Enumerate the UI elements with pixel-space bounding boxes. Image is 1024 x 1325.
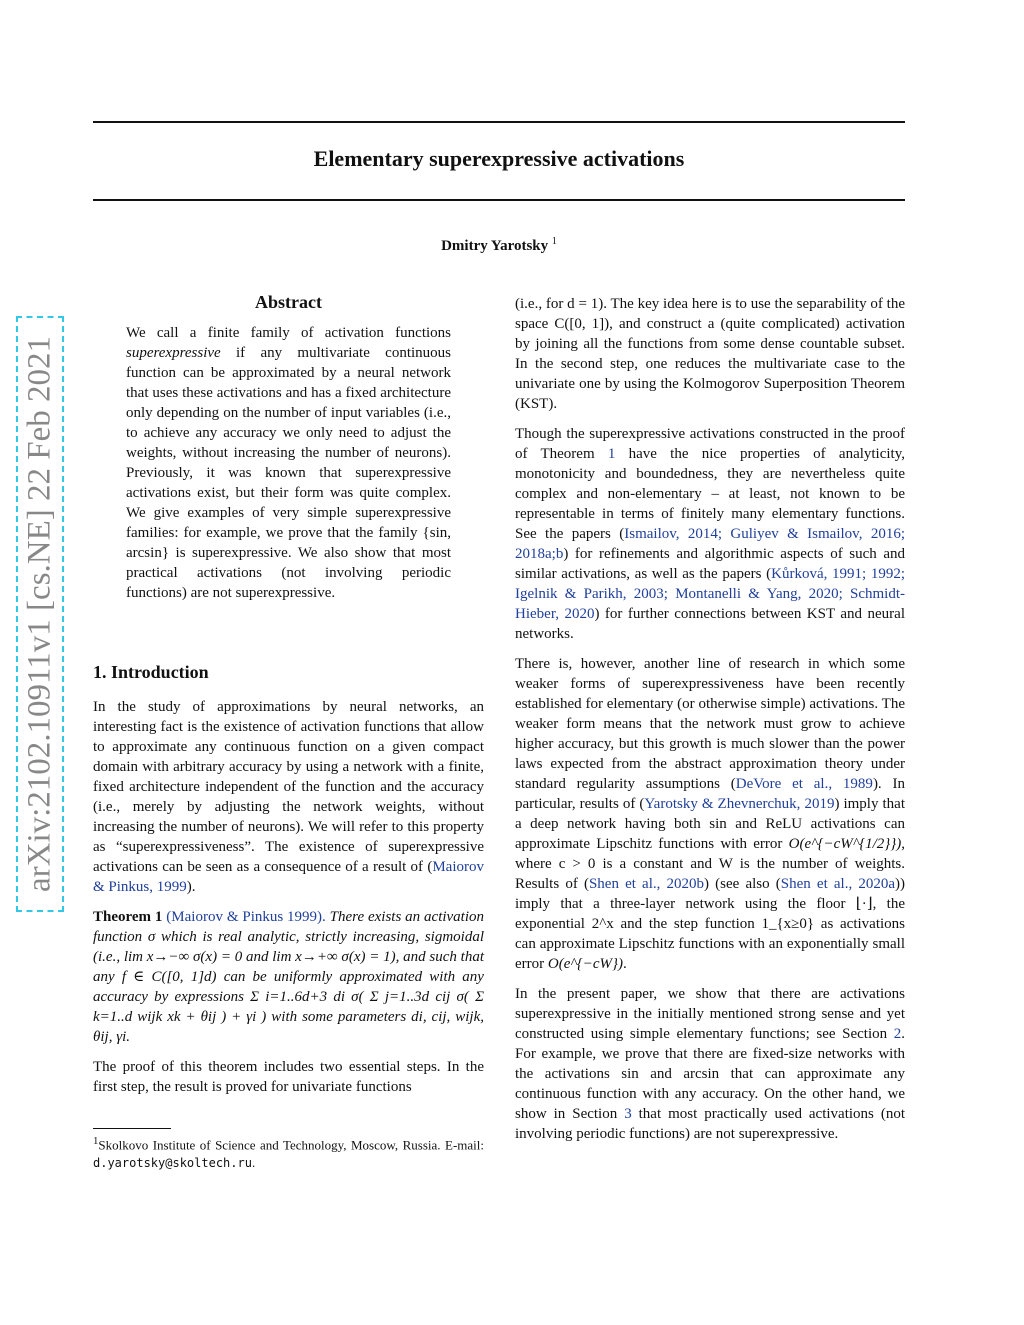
theorem-citation-link[interactable]: (Maiorov & Pinkus 1999).: [166, 909, 326, 925]
right-paragraph-3: [515, 654, 905, 974]
paragraph-text: . For example, we prove that there are fixed-size networks with the activations sin and arcsin that can approximate any continuous function with any accuracy. On the other hand, we show in Section: [515, 1026, 905, 1122]
theorem-text: and: [242, 949, 273, 965]
citation-link[interactable]: Shen et al., 2020b: [588, 876, 705, 892]
error-bound-math: O(e^{−cW^{1/2}}): [788, 836, 902, 852]
theorem-ref-link[interactable]: 1: [607, 446, 616, 462]
error-bound-math: O(e^{−cW}): [547, 956, 623, 972]
paragraph-text: Though the superexpressive activations constructed in the proof of Theorem: [515, 426, 905, 462]
right-paragraph-2: [515, 424, 905, 644]
paragraph-text: that most practically used activations (not involving periodic functions) are not superexpressive.: [515, 1106, 905, 1142]
top-rule: [93, 121, 905, 123]
right-paragraph-1: (i.e., for d = 1). The key idea here is to use the separability of the space C([0, 1]), and construct a (quite complicated) activation by joining all the functions from some dense countable subset. In the second step, one reduces the multivariate case to the univariate one by using the Kolmogorov Superposition Theorem (KST).: [515, 296, 905, 412]
footnote: [93, 1132, 484, 1172]
theorem-math: lim x→+∞ σ(x) = 1: [272, 949, 391, 965]
abstract-body: [126, 323, 451, 603]
paragraph-text: .: [623, 956, 627, 972]
paper-title: Elementary superexpressive activations: [313, 146, 685, 171]
intro-paragraph-1: [93, 697, 484, 897]
right-paragraph-4: [515, 984, 905, 1144]
email-address[interactable]: d.yarotsky@skoltech.ru: [93, 1156, 252, 1171]
footnote-rule: [93, 1128, 171, 1129]
paragraph-text: , where c > 0 is a constant and W is the number of weights. Results of (: [515, 836, 905, 892]
paragraph-text: have the nice properties of analyticity, monotonicity and boundedness, they are nevertheless quite complex and non-elementary – at least, not known to be representable in terms of finitely many elementary functions. See the papers (: [515, 446, 905, 542]
footnote-text: Skolkovo Institute of Science and Technology, Moscow, Russia. E-mail:: [98, 1137, 484, 1153]
intro-paragraph-2: The proof of this theorem includes two essential steps. In the first step, the result is proved for univariate functions: [93, 1059, 484, 1095]
abstract-math: {sin, arcsin}: [126, 525, 451, 561]
intro-heading: 1. Introduction: [93, 662, 209, 682]
theorem-math: f ∈ C([0, 1]d): [121, 969, 217, 985]
citation-link[interactable]: DeVore et al., 1989: [735, 776, 873, 792]
intro-left-column: [93, 697, 484, 1107]
footnote-text: .: [251, 1155, 256, 1171]
author-affiliation-mark: 1: [551, 236, 557, 247]
paragraph-text: ). In particular, results of (: [515, 776, 905, 812]
paragraph-text: ) (see also (: [704, 876, 781, 892]
paragraph-text: ).: [186, 879, 196, 895]
abstract-emph: superexpressive: [126, 345, 221, 361]
footnote-mark: 1: [93, 1135, 99, 1147]
citation-link[interactable]: Ismailov, 2014; Guliyev & Ismailov, 2016; 2018a;b: [515, 526, 905, 562]
paragraph-text: In the present paper, we show that there are activations superexpressive in the initially mentioned strong sense and yet constructed using simple elementary functions; see Section: [515, 986, 905, 1042]
author-name: Dmitry Yarotsky: [441, 238, 549, 254]
section-ref-link[interactable]: 2: [893, 1026, 902, 1042]
theorem-text: ), and such that any: [93, 949, 484, 985]
paragraph-text: ) for refinements and algorithmic aspects of such and similar activations, as well as the papers (: [515, 546, 905, 582]
theorem-text: There exists an activation function σ which is real analytic, strictly increasing, sigmoidal (i.e.,: [93, 909, 485, 965]
citation-link[interactable]: Kůrková, 1991; 1992; Igelnik & Parikh, 2003; Montanelli & Yang, 2020; Schmidt-Hieber, 2020: [515, 566, 905, 622]
abstract-text: We call a finite family of activation functions: [126, 325, 451, 341]
abstract-text: if any multivariate continuous function can be approximated by a neural network that uses these activations and has a fixed architecture only depending on the number of input variables (i.e., to achieve any accuracy we only need to adjust the weights, without increasing the number of neurons). Previously, it was known that superexpressive activations exist, but their form was quite complex. We give examples of very simple superexpressive families: for example, we prove that the family: [126, 345, 451, 541]
citation-link[interactable]: Yarotsky & Zhevnerchuk, 2019: [644, 796, 835, 812]
abstract-text: is superexpressive. We also show that most practical activations (not involving periodic functions) are not superexpressive.: [126, 545, 451, 601]
citation-link[interactable]: Shen et al., 2020a: [780, 876, 895, 892]
theorem-text: with some parameters: [266, 1009, 412, 1025]
section-ref-link[interactable]: 3: [624, 1106, 632, 1122]
theorem-label: Theorem 1: [93, 909, 163, 925]
paragraph-text: ) for further connections between KST and neural networks.: [515, 606, 905, 642]
author-line: [93, 236, 905, 255]
abstract-heading: Abstract: [255, 292, 322, 312]
theorem-1: [93, 907, 484, 1047]
citation-link[interactable]: Maiorov & Pinkus, 1999: [93, 859, 484, 895]
intro-right-column: [515, 294, 905, 1154]
paragraph-text: )) imply that a three-layer network using the floor ⌊·⌋, the exponential 2^x and the step function 1_{x≥0} as activations can approximate Lipschitz functions with an exponentially small error: [515, 876, 905, 972]
theorem-math: lim x→−∞ σ(x) = 0: [123, 949, 243, 965]
paragraph-text: There is, however, another line of research in which some weaker forms of superexpressiveness have been recently established for elementary (or otherwise simple) activations. The weaker form means that the network must grow to achieve higher accuracy, but this growth is much slower than the power laws expected from the abstract approximation theory under standard regularity assumptions (: [515, 656, 905, 792]
paragraph-text: ) imply that a deep network having both sin and ReLU activations can approximate Lipschitz functions with error: [515, 796, 905, 852]
theorem-math: di, cij, wijk, θij, γi.: [93, 1009, 484, 1045]
title-bottom-rule: [93, 199, 905, 201]
theorem-expression: Σ i=1..6d+3 di σ( Σ j=1..3d cij σ( Σ k=1..d wijk xk + θij ) + γi ): [93, 989, 485, 1025]
theorem-text: can be uniformly approximated with any accuracy by expressions: [93, 969, 484, 1005]
arxiv-identifier[interactable]: arXiv:2102.10911v1 [cs.NE] 22 Feb 2021: [21, 335, 58, 893]
paragraph-text: In the study of approximations by neural networks, an interesting fact is the existence of activation functions that allow to approximate any continuous function on a given compact domain with arbitrary accuracy by using a network with a finite, fixed architecture independent of the function and the accuracy (i.e., merely by adjusting the network weights, without increasing the number of neurons). We will refer to this property as “superexpressiveness”. The existence of superexpressive activations can be seen as a consequence of a result of (: [93, 699, 484, 875]
